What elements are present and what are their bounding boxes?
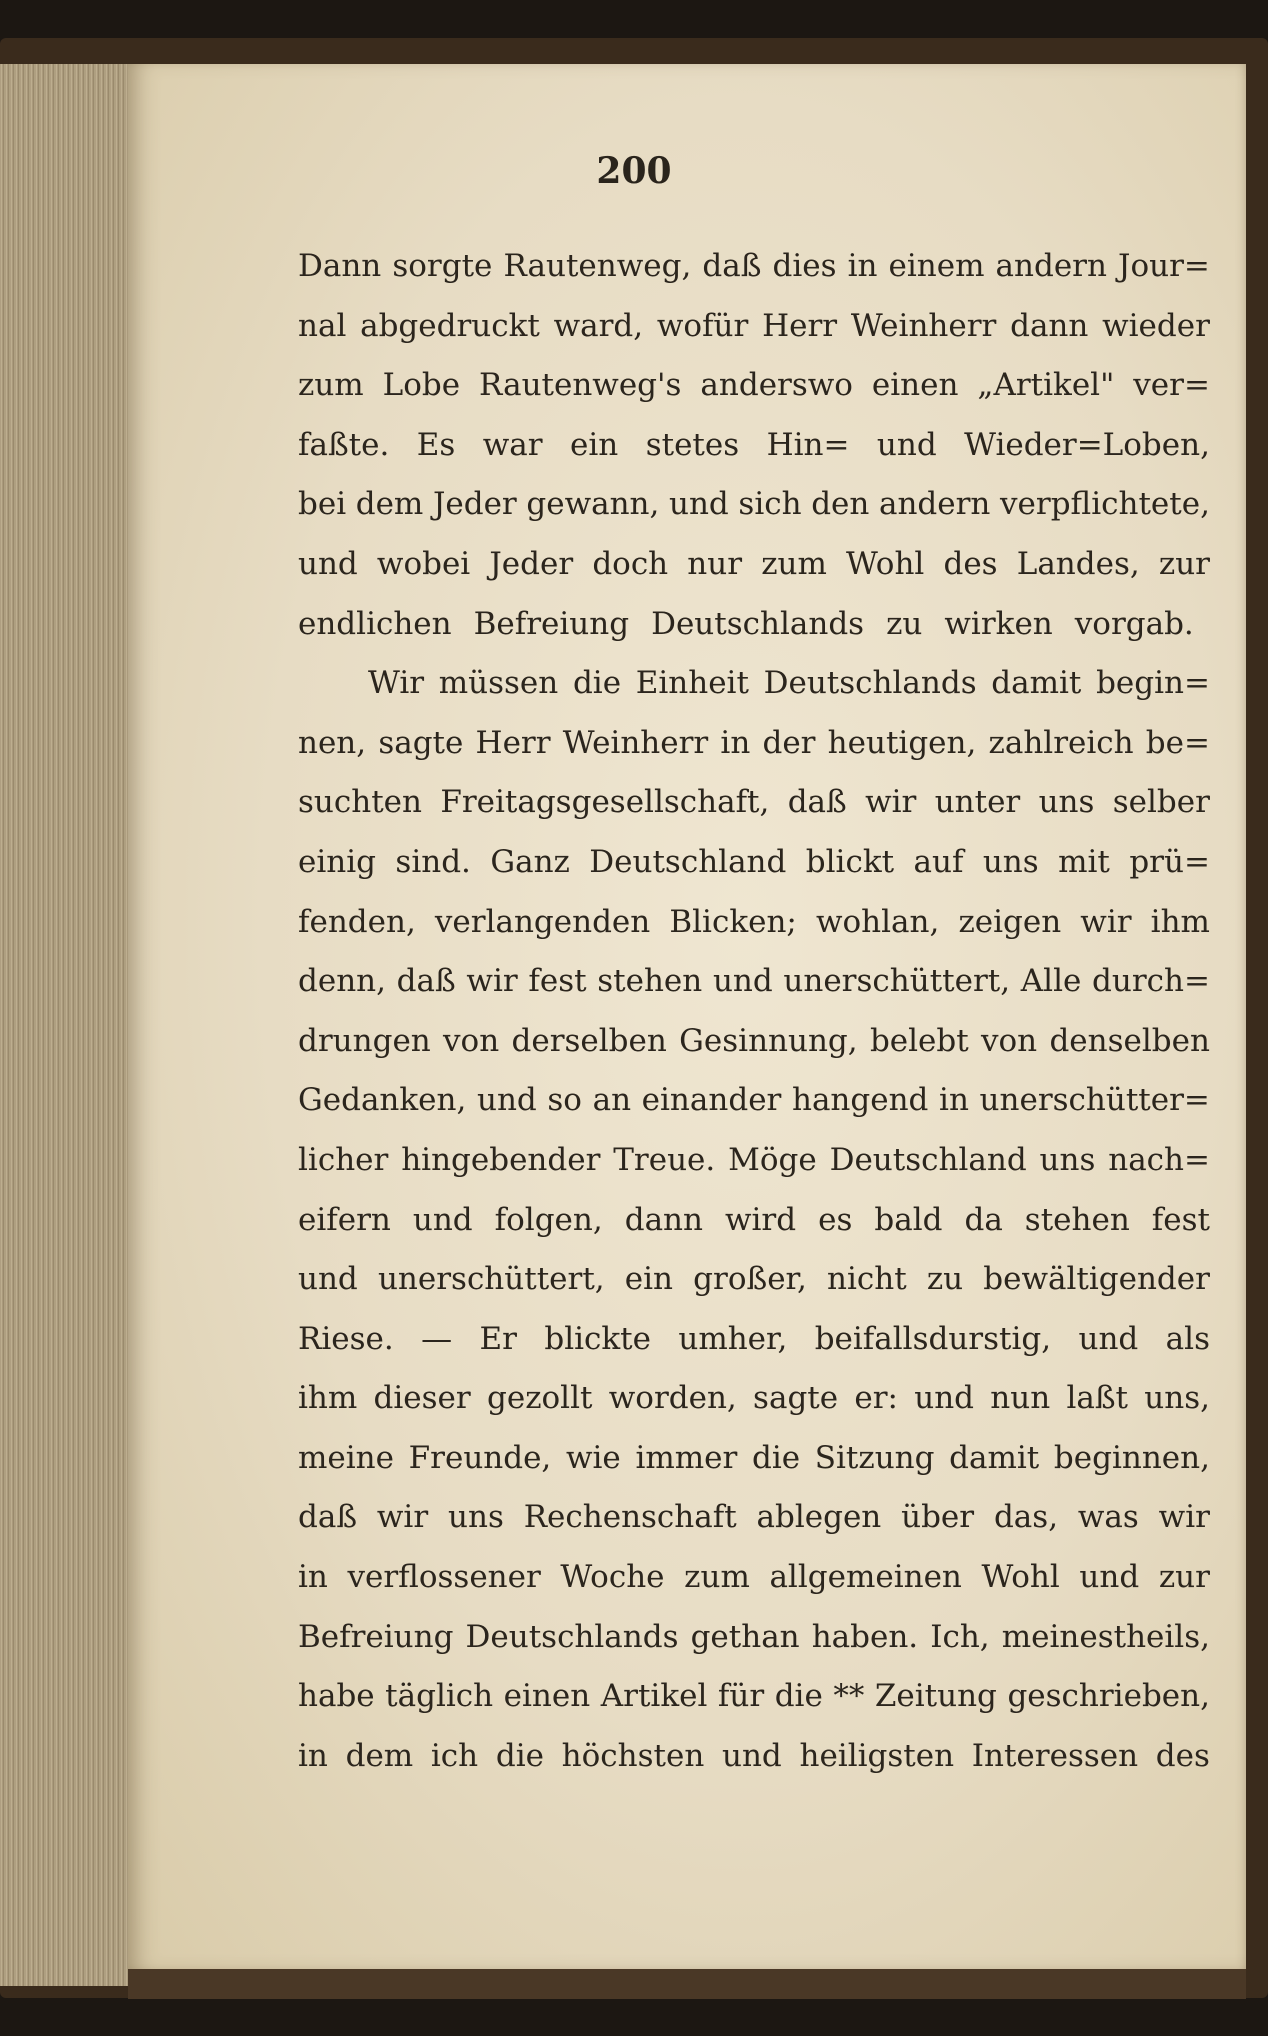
word: wie (565, 1439, 621, 1476)
word: damit (991, 665, 1082, 702)
word: Riese. (298, 1320, 394, 1357)
word: anderswo (700, 367, 853, 404)
page-number: 200 (596, 150, 672, 192)
word: Ganz (490, 843, 570, 880)
word: stetes (645, 426, 740, 463)
word: von (443, 1022, 500, 1059)
word: Interessen (971, 1737, 1139, 1774)
word: wir (466, 963, 518, 1000)
text-line (298, 1488, 1210, 1548)
word: bewältigender (983, 1261, 1210, 1298)
text-line (298, 833, 1210, 893)
word: dann (624, 1201, 703, 1238)
word: gethan (690, 1618, 800, 1655)
word: an (592, 1082, 632, 1119)
word: fest (528, 963, 587, 1000)
word: ein (624, 1261, 674, 1298)
word: zahlreich (988, 724, 1134, 761)
text-line (298, 356, 1210, 416)
word: einen (871, 367, 959, 404)
word: und (476, 1082, 537, 1119)
word: und (722, 1737, 782, 1774)
word: beginnen, (1053, 1439, 1210, 1476)
word: den (811, 486, 870, 523)
word: dem (355, 486, 424, 523)
body-text (298, 237, 1210, 1786)
text-line (298, 893, 1210, 953)
text-line (298, 535, 1210, 595)
word: Freunde, (408, 1439, 552, 1476)
word: daß (298, 1499, 358, 1536)
word: denselben (1049, 1022, 1210, 1059)
word: täglich (385, 1678, 494, 1715)
word: worden, (608, 1380, 737, 1417)
word: sind. (395, 843, 471, 880)
word: uns (982, 843, 1039, 880)
text-line (298, 297, 1210, 357)
word: es (818, 1201, 853, 1238)
word: und (298, 1261, 358, 1298)
word: wir (1080, 903, 1132, 940)
text-line (298, 714, 1210, 774)
word: Rautenweg, (503, 248, 692, 284)
word: ablegen (756, 1499, 882, 1536)
word: Wieder=Loben, (964, 426, 1210, 463)
word: Weinherr (562, 724, 709, 761)
word: stehen (1024, 1201, 1130, 1238)
word: wobei (376, 545, 471, 582)
word: heiligsten (799, 1737, 955, 1774)
word: einen (503, 1678, 591, 1715)
word: die (572, 665, 622, 702)
word: so (547, 1082, 582, 1119)
word: Deutschlands (763, 665, 977, 702)
word: ver= (1133, 367, 1210, 404)
word: in (298, 1737, 328, 1774)
word: der (762, 724, 816, 761)
word: dann (1010, 307, 1089, 344)
word: für (717, 1678, 765, 1715)
word: einem (888, 248, 985, 284)
word: nicht (826, 1261, 907, 1298)
word: sorgte (392, 248, 493, 284)
word: des (943, 545, 998, 582)
word: in (298, 1559, 328, 1596)
word: sagte (753, 1380, 839, 1417)
word: geschrieben, (1007, 1678, 1210, 1715)
text-line (298, 475, 1210, 535)
text-line (298, 237, 1210, 297)
word: bald (874, 1201, 943, 1238)
word: des (1155, 1737, 1210, 1774)
word: wieder (1102, 307, 1210, 344)
word: unerschüttert, (377, 1261, 605, 1298)
word: zur (1158, 545, 1210, 582)
word: einander (641, 1082, 782, 1119)
text-line (298, 952, 1210, 1012)
word: wir (1158, 1499, 1210, 1536)
word: Gesinnung, (679, 1022, 858, 1059)
word: die (495, 1737, 544, 1774)
word: zum (761, 545, 827, 582)
word: zum (684, 1559, 750, 1596)
word: in (939, 1082, 969, 1119)
word: daß (787, 784, 847, 821)
word: zum (298, 367, 364, 404)
text-line (298, 1548, 1210, 1608)
word: immer (635, 1439, 738, 1476)
word: Landes, (1016, 545, 1140, 582)
word: gewann, (526, 486, 660, 523)
word: belebt (869, 1022, 969, 1059)
word: nach= (1108, 1141, 1210, 1178)
word: haben. (811, 1618, 919, 1655)
word: uns (448, 1499, 504, 1536)
word: da (964, 1201, 1003, 1238)
word: Einheit (635, 665, 749, 702)
word: nur (687, 545, 743, 582)
word: von (981, 1022, 1038, 1059)
word: durch= (1092, 963, 1210, 1000)
word: damit (949, 1439, 1040, 1476)
word: Artikel (600, 1678, 708, 1715)
word: sich (738, 486, 802, 523)
word: müssen (438, 665, 559, 702)
word: Es (416, 426, 456, 463)
word: verflossener (347, 1559, 541, 1596)
page-bottom-edge (128, 1969, 1246, 1999)
word: wofür (656, 307, 749, 344)
word: be= (1145, 724, 1210, 761)
word: ich (430, 1737, 479, 1774)
word: Freitagsgesellschaft, (440, 784, 770, 821)
text-line (298, 1310, 1210, 1370)
text-line (298, 654, 1210, 714)
word: unter (934, 784, 1021, 821)
word: prü= (1129, 843, 1210, 880)
word: Hin= (766, 426, 850, 463)
word: heutigen, (827, 724, 977, 761)
word: Er (479, 1320, 517, 1357)
word: blickte (544, 1320, 651, 1357)
word: vorgab. (1074, 605, 1194, 642)
word: suchten (298, 784, 422, 821)
word: Ich, (930, 1618, 990, 1655)
word: daß (396, 963, 456, 1000)
word: hangend (791, 1082, 929, 1119)
word: Deutschland (589, 843, 787, 880)
word: andern (878, 486, 991, 523)
word: Befreiung (473, 605, 630, 642)
word: und (412, 1201, 473, 1238)
word: nen, (298, 724, 367, 761)
word: folgen, (494, 1201, 603, 1238)
word: licher (298, 1141, 389, 1178)
word: abgedruckt (360, 307, 540, 344)
word: doch (592, 545, 669, 582)
word: höchsten (561, 1737, 705, 1774)
text-line (298, 773, 1210, 833)
word: und (669, 486, 729, 523)
word: zu (926, 1261, 964, 1298)
word: Dann (298, 248, 382, 284)
word: — (421, 1320, 453, 1357)
word: Befreiung (298, 1618, 454, 1655)
word: Rechenschaft (523, 1499, 737, 1536)
word: sagte (378, 724, 464, 761)
text-line (298, 1667, 1210, 1727)
word: fest (1151, 1201, 1210, 1238)
word: Deutschland (829, 1141, 1027, 1178)
word: endlichen (298, 605, 452, 642)
word: drungen (298, 1022, 431, 1059)
word: über (901, 1499, 975, 1536)
word: auf (913, 843, 964, 880)
word: einig (298, 843, 376, 880)
word: stehen (597, 963, 703, 1000)
word: in (720, 724, 751, 761)
word: und (298, 545, 358, 582)
text-line (298, 1191, 1210, 1251)
text-line (298, 1071, 1210, 1131)
word: ** (833, 1678, 865, 1715)
word: das, (993, 1499, 1059, 1536)
word: nun (990, 1380, 1051, 1417)
word: blickt (805, 843, 895, 880)
word: wird (724, 1201, 797, 1238)
word: begin= (1096, 665, 1210, 702)
word: Jour= (1118, 248, 1210, 284)
word: uns, (1144, 1380, 1210, 1417)
word: gezollt (487, 1380, 593, 1417)
word: umher, (678, 1320, 788, 1357)
word: andern (995, 248, 1107, 284)
word: wohlan, (815, 903, 940, 940)
word: hingebender (401, 1141, 601, 1178)
word: Möge (728, 1141, 817, 1178)
word: habe (298, 1678, 375, 1715)
word: verpflichtete, (1000, 486, 1210, 523)
word: verlangenden (434, 903, 651, 940)
text-line (298, 1429, 1210, 1489)
text-line (298, 595, 1210, 655)
word: zu (886, 605, 923, 642)
text-line (298, 1727, 1210, 1787)
word: unerschütter= (979, 1082, 1210, 1119)
word: Herr (762, 307, 838, 344)
text-line (298, 1131, 1210, 1191)
word: zeigen (958, 903, 1062, 940)
word: selber (1112, 784, 1210, 821)
word: Wohl (846, 545, 925, 582)
word: die (774, 1678, 823, 1715)
word: als (1165, 1320, 1210, 1357)
word: war (482, 426, 543, 463)
word: und (712, 963, 773, 1000)
word: Wir (368, 665, 425, 702)
text-line (298, 1369, 1210, 1429)
word: Jeder (432, 486, 517, 523)
word: derselben (511, 1022, 667, 1059)
word: Rautenweg's (479, 367, 682, 404)
word: Treue. (613, 1141, 716, 1178)
word: meinestheils, (1001, 1618, 1210, 1655)
word: faßte. (298, 426, 390, 463)
word: fenden, (298, 903, 416, 940)
word: denn, (298, 963, 386, 1000)
word: ihm (1150, 903, 1210, 940)
word: bei (298, 486, 347, 523)
word: und (914, 1380, 975, 1417)
word: ihm (298, 1380, 358, 1417)
word: Lobe (382, 367, 461, 404)
word: Alle (1020, 963, 1082, 1000)
word: Sitzung (814, 1439, 935, 1476)
word: er: (854, 1380, 898, 1417)
text-line (298, 1250, 1210, 1310)
word: beifallsdurstig, (814, 1320, 1052, 1357)
word: Blicken; (669, 903, 797, 940)
word: ein (570, 426, 619, 463)
word: Deutschlands (465, 1618, 679, 1655)
text-line (298, 1608, 1210, 1668)
word: großer, (693, 1261, 807, 1298)
text-line (298, 416, 1210, 476)
word: uns (1039, 1141, 1096, 1178)
word: zur (1158, 1559, 1210, 1596)
word: was (1077, 1499, 1139, 1536)
word: laßt (1066, 1380, 1129, 1417)
word: und (1079, 1559, 1140, 1596)
word: dieser (373, 1380, 471, 1417)
word: mit (1058, 843, 1110, 880)
word: wir (865, 784, 917, 821)
word: „Artikel" (977, 367, 1115, 404)
word: Jeder (489, 545, 574, 582)
page-edges (0, 64, 134, 1986)
word: daß (702, 248, 762, 284)
word: in (847, 248, 878, 284)
word: Woche (560, 1559, 665, 1596)
word: und (1078, 1320, 1139, 1357)
word: Wohl (981, 1559, 1060, 1596)
word: ward, (553, 307, 644, 344)
word: uns (1038, 784, 1095, 821)
text-line (298, 1012, 1210, 1072)
word: die (751, 1439, 801, 1476)
word: Gedanken, (298, 1082, 467, 1119)
word: dies (772, 248, 837, 284)
word: allgemeinen (769, 1559, 962, 1596)
word: meine (298, 1439, 394, 1476)
word: und (876, 426, 937, 463)
word: unerschüttert, (783, 963, 1011, 1000)
word: Zeitung (874, 1678, 997, 1715)
word: dem (345, 1737, 414, 1774)
word: Herr (475, 724, 551, 761)
word: eifern (298, 1201, 391, 1238)
word: Deutschlands (651, 605, 865, 642)
word: Weinherr (850, 307, 997, 344)
word: nal (298, 307, 347, 344)
word: wirken (944, 605, 1053, 642)
word: wir (376, 1499, 429, 1536)
